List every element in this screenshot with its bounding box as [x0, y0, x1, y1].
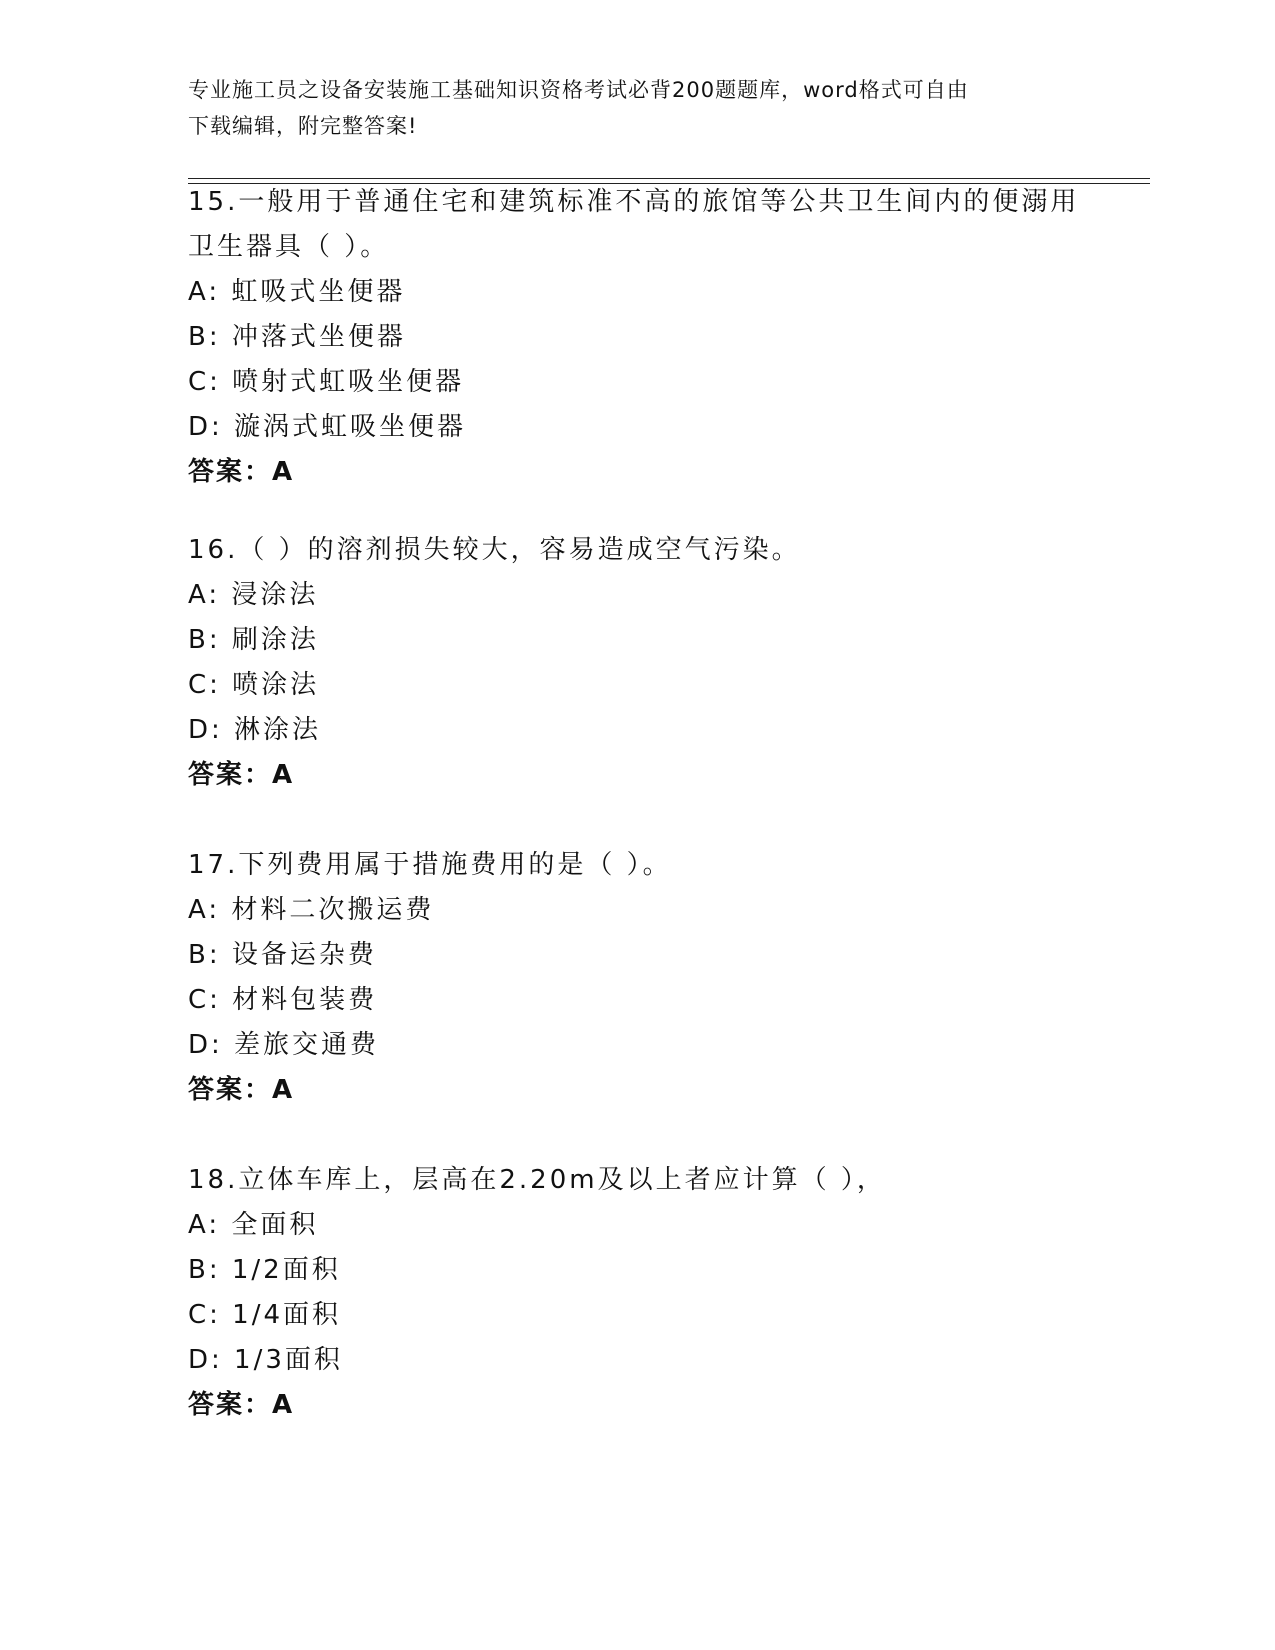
question-stem: 16.（ ）的溶剂损失较大，容易造成空气污染。	[188, 535, 801, 565]
option-a: A: 虹吸式坐便器	[188, 277, 406, 307]
question-stem: 18.立体车库上，层高在2.20m及以上者应计算（ ），	[188, 1165, 886, 1195]
answer-label: 答案：	[188, 457, 273, 487]
question-18	[188, 1158, 1088, 1428]
document-header	[188, 72, 1088, 144]
option-b: B: 冲落式坐便器	[188, 322, 406, 352]
header-divider-top	[188, 178, 1150, 179]
option-b: B: 刷涂法	[188, 625, 319, 655]
answer-value: A	[272, 760, 295, 790]
option-c: C: 材料包装费	[188, 985, 378, 1015]
answer-line	[188, 450, 1088, 495]
answer-value: A	[272, 1075, 295, 1105]
answer-label: 答案：	[188, 1075, 273, 1105]
option-a: A: 浸涂法	[188, 580, 319, 610]
question-17	[188, 843, 1088, 1113]
question-stem: 15.一般用于普通住宅和建筑标准不高的旅馆等公共卫生间内的便溺用	[188, 187, 1080, 217]
question-stem-continued: 卫生器具（ ）。	[188, 232, 390, 262]
option-a: A: 材料二次搬运费	[188, 895, 435, 925]
option-a: A: 全面积	[188, 1210, 319, 1240]
option-d: D: 差旅交通费	[188, 1030, 380, 1060]
answer-value: A	[272, 457, 295, 487]
question-15	[188, 180, 1088, 495]
option-c: C: 喷射式虹吸坐便器	[188, 367, 465, 397]
option-d: D: 1/3面积	[188, 1345, 343, 1375]
answer-line	[188, 1383, 1088, 1428]
answer-line	[188, 753, 1088, 798]
header-line-2: 下载编辑，附完整答案!	[188, 114, 418, 138]
option-d: D: 漩涡式虹吸坐便器	[188, 412, 467, 442]
question-stem: 17.下列费用属于措施费用的是（ ）。	[188, 850, 672, 880]
option-c: C: 1/4面积	[188, 1300, 342, 1330]
answer-label: 答案：	[188, 760, 273, 790]
option-d: D: 淋涂法	[188, 715, 322, 745]
option-b: B: 1/2面积	[188, 1255, 341, 1285]
option-c: C: 喷涂法	[188, 670, 320, 700]
header-line-1: 专业施工员之设备安装施工基础知识资格考试必背200题题库，word格式可自由	[188, 78, 969, 102]
option-b: B: 设备运杂费	[188, 940, 377, 970]
answer-label: 答案：	[188, 1390, 273, 1420]
answer-value: A	[272, 1390, 295, 1420]
answer-line	[188, 1068, 1088, 1113]
question-16	[188, 528, 1088, 798]
